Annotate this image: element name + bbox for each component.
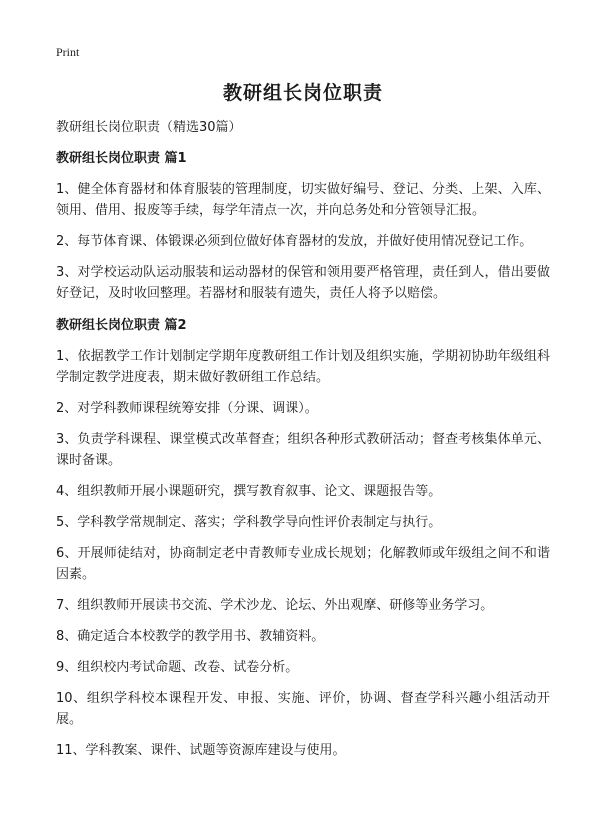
print-link[interactable]: Print	[56, 45, 80, 59]
list-item: 1、健全体育器材和体育服装的管理制度，切实做好编号、登记、分类、上架、入库、领用、借用、报废等手续，每学年清点一次，并向总务处和分管领导汇报。	[56, 182, 550, 218]
list-item: 3、负责学科课程、课堂模式改革督查；组织各种形式教研活动；督查考核集体单元、课时备课。	[56, 432, 550, 468]
section-heading: 教研组长岗位职责 篇1	[56, 151, 187, 166]
section-2	[56, 317, 550, 761]
section-1	[56, 150, 550, 304]
list-item: 7、组织教师开展读书交流、学术沙龙、论坛、外出观摩、研修等业务学习。	[56, 598, 494, 613]
list-item: 9、组织校内考试命题、改卷、试卷分析。	[56, 660, 299, 675]
list-item: 11、学科教案、课件、试题等资源库建设与使用。	[56, 743, 346, 758]
document-subtitle: 教研组长岗位职责（精选30篇）	[56, 120, 242, 135]
list-item: 8、确定适合本校教学的教学用书、教辅资料。	[56, 629, 325, 644]
list-item: 1、依据教学工作计划制定学期年度教研组工作计划及组织实施，学期初协助年级组科学制定教学进度表，期末做好教研组工作总结。	[56, 349, 550, 385]
list-item: 3、对学校运动队运动服装和运动器材的保管和领用要严格管理，责任到人，借出要做好登记，及时收回整理。若器材和服装有遗失，责任人将予以赔偿。	[56, 265, 550, 301]
list-item: 10、组织学科校本课程开发、申报、实施、评价，协调、督查学科兴趣小组活动开展。	[56, 691, 550, 727]
document-title: 教研组长岗位职责	[222, 82, 383, 104]
list-item: 6、开展师徒结对，协商制定老中青教师专业成长规划；化解教师或年级组之间不和谐因素。	[56, 546, 550, 582]
list-item: 2、对学科教师课程统筹安排（分课、调课）。	[56, 401, 318, 416]
list-item: 5、学科教学常规制定、落实；学科教学导向性评价表制定与执行。	[56, 515, 442, 530]
section-heading: 教研组长岗位职责 篇2	[56, 318, 187, 333]
list-item: 4、组织教师开展小课题研究，撰写教育叙事、论文、课题报告等。	[56, 484, 442, 499]
list-item: 2、每节体育课、体锻课必须到位做好体育器材的发放，并做好使用情况登记工作。	[56, 234, 533, 249]
